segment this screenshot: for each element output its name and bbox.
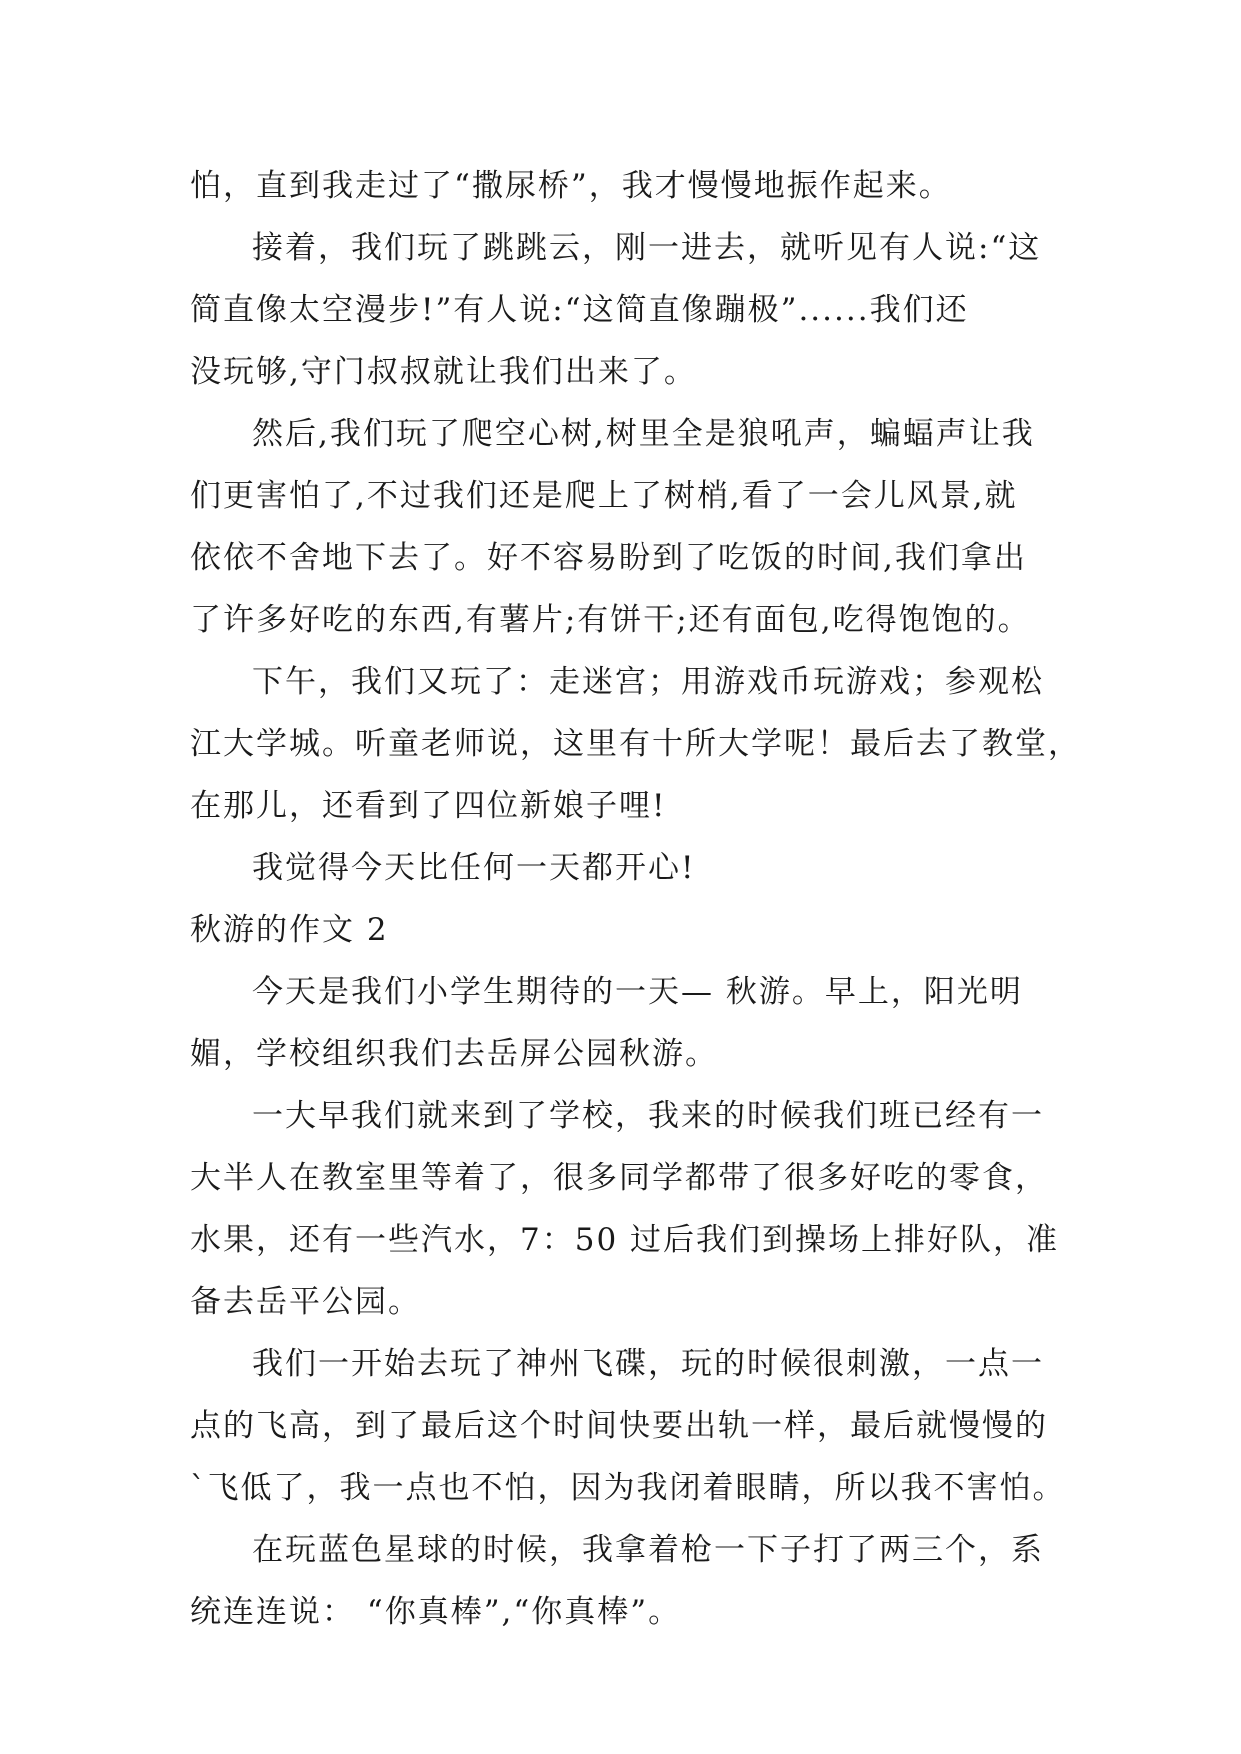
text-line: 在那儿，还看到了四位新娘子哩! <box>190 788 667 824</box>
text-line: 我们一开始去玩了神州飞碟，玩的时候很刺激，一点一 <box>252 1346 1044 1382</box>
document-page <box>190 155 1081 1643</box>
text-line: 一大早我们就来到了学校，我来的时候我们班已经有一 <box>252 1098 1044 1134</box>
text-line: 在玩蓝色星球的时候，我拿着枪一下子打了两三个，系 <box>252 1532 1044 1568</box>
text-line: 们更害怕了,不过我们还是爬上了树梢,看了一会儿风景,就 <box>190 478 1018 514</box>
text-line: 水果，还有一些汽水，7：50 过后我们到操场上排好队，准 <box>190 1222 1060 1258</box>
text-line: 我觉得今天比任何一天都开心! <box>252 850 696 886</box>
section-title: 秋游的作文 2 <box>190 912 389 948</box>
text-line: 然后,我们玩了爬空心树,树里全是狼吼声，蝙蝠声让我 <box>252 416 1035 452</box>
text-line: 备去岳平公园。 <box>190 1284 421 1320</box>
text-line: 江大学城。听童老师说，这里有十所大学呢！最后去了教堂， <box>190 726 1081 762</box>
text-line: 下午，我们又玩了：走迷宫；用游戏币玩游戏；参观松 <box>252 664 1044 700</box>
text-line: 简直像太空漫步!”有人说:“这简直像蹦极”......我们还 <box>190 292 969 328</box>
text-line: 点的飞高，到了最后这个时间快要出轨一样，最后就慢慢的 <box>190 1408 1048 1444</box>
text-line: 怕，直到我走过了“撒尿桥”，我才慢慢地振作起来。 <box>190 168 952 204</box>
text-line: 媚，学校组织我们去岳屏公园秋游。 <box>190 1036 718 1072</box>
text-line: 没玩够,守门叔叔就让我们出来了。 <box>190 354 697 390</box>
text-line: `飞低了，我一点也不怕，因为我闭着眼睛，所以我不害怕。 <box>190 1470 1066 1506</box>
text-line: 今天是我们小学生期待的一天— 秋游。早上，阳光明 <box>252 974 1023 1010</box>
text-line: 统连连说： “你真棒”,“你真棒”。 <box>190 1594 682 1630</box>
text-line: 接着，我们玩了跳跳云，刚一进去，就听见有人说:“这 <box>252 230 1042 266</box>
text-line: 大半人在教室里等着了，很多同学都带了很多好吃的零食， <box>190 1160 1048 1196</box>
text-line: 了许多好吃的东西,有薯片;有饼干;还有面包,吃得饱饱的。 <box>190 602 1031 638</box>
text-line: 依依不舍地下去了。好不容易盼到了吃饭的时间,我们拿出 <box>190 540 1027 576</box>
